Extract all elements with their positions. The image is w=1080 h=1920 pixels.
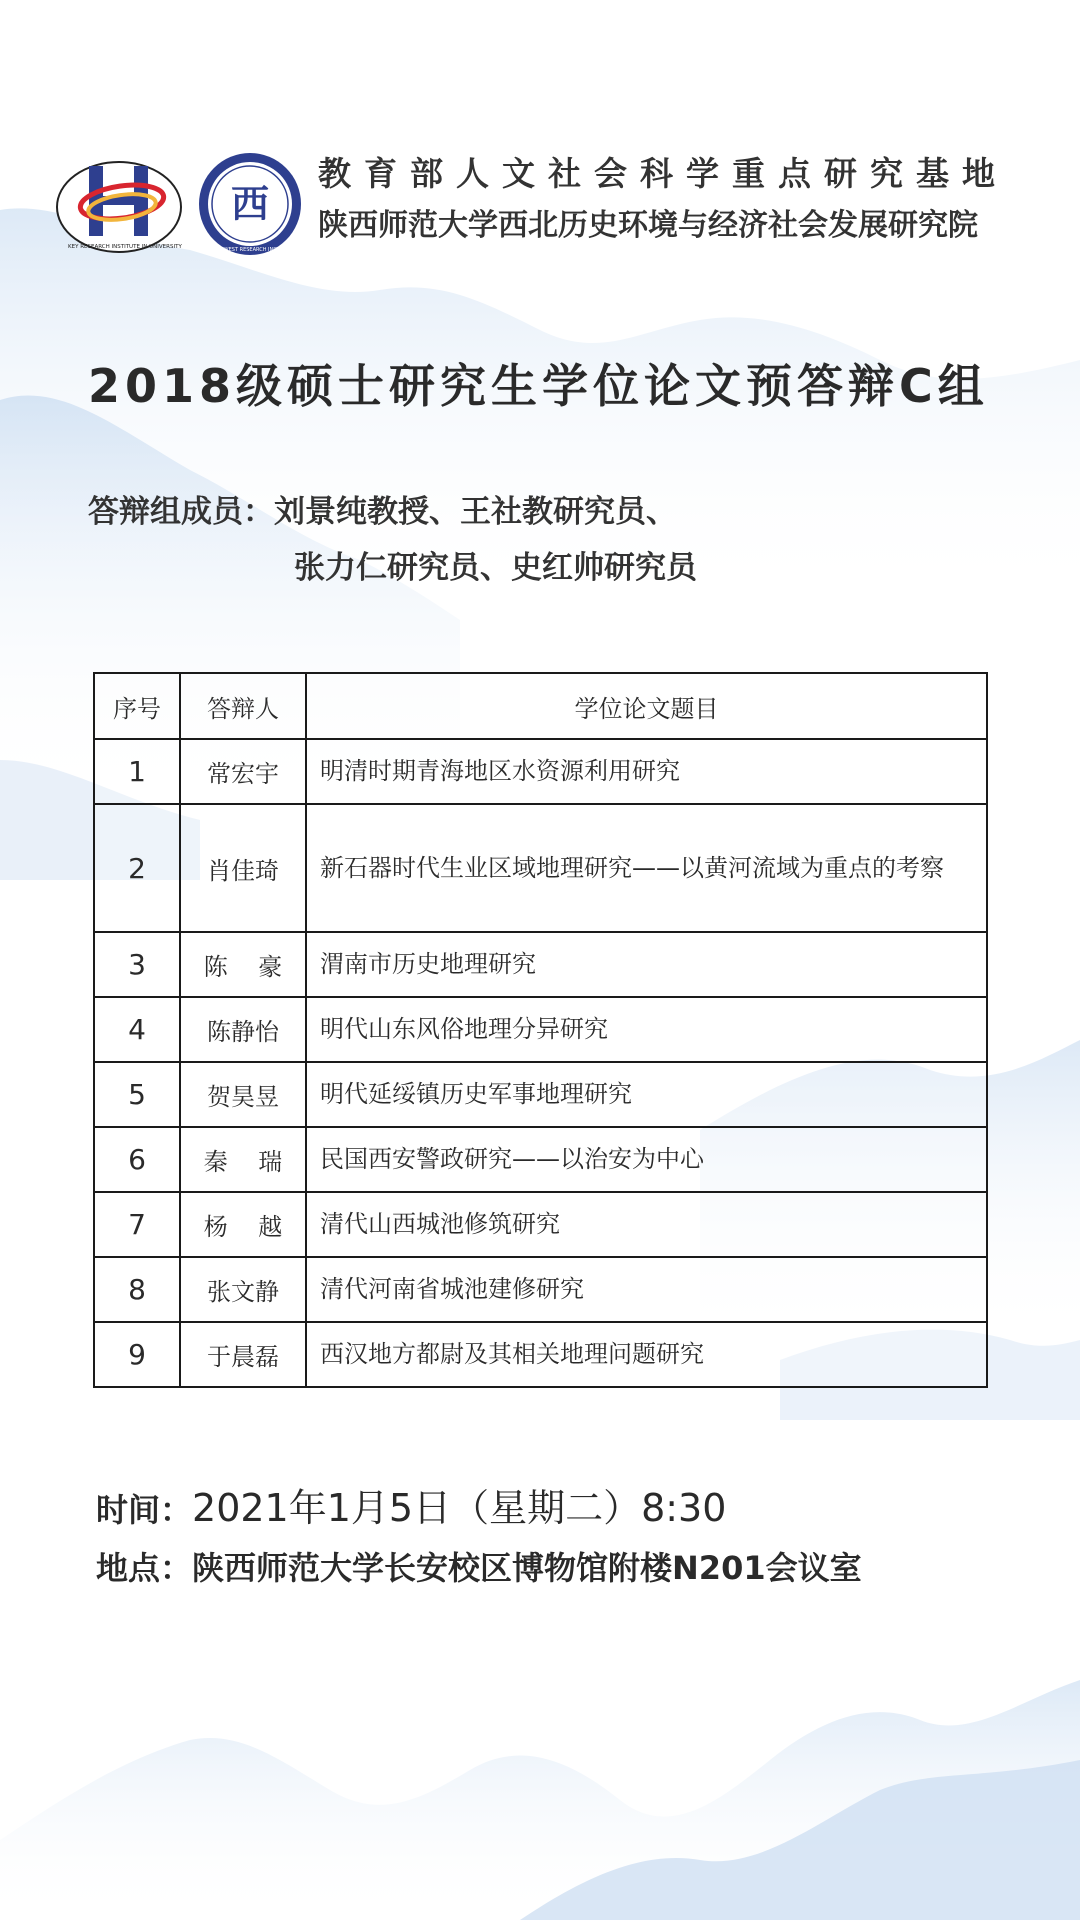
row-name: 秦 瑞 — [180, 1127, 306, 1192]
row-num: 4 — [94, 997, 180, 1062]
table-header-row — [94, 673, 987, 739]
institution-header — [318, 150, 1008, 250]
row-topic: 清代河南省城池建修研究 — [306, 1257, 987, 1322]
members-label: 答辩组成员： — [88, 494, 274, 530]
header-line-2: 陕西师范大学西北历史环境与经济社会发展研究院 — [318, 208, 978, 243]
row-topic: 民国西安警政研究——以治安为中心 — [306, 1127, 987, 1192]
table-row — [94, 1322, 987, 1387]
row-num: 8 — [94, 1257, 180, 1322]
row-topic: 清代山西城池修筑研究 — [306, 1192, 987, 1257]
logo1-caption: KEY RESEARCH INSTITUTE IN UNIVERSITY — [68, 244, 182, 250]
row-num: 5 — [94, 1062, 180, 1127]
members-line-1: 刘景纯教授、王社教研究员、 — [274, 494, 677, 530]
thesis-table — [93, 672, 988, 1388]
committee-members — [88, 484, 697, 596]
place-value: 陕西师范大学长安校区博物馆附楼N201会议室 — [192, 1549, 862, 1587]
time-line — [96, 1480, 862, 1538]
time-value: 2021年1月5日（星期二）8:30 — [192, 1486, 727, 1530]
table-row — [94, 1062, 987, 1127]
event-info — [96, 1480, 862, 1596]
time-label: 时间： — [96, 1491, 193, 1529]
page-title: 2018级硕士研究生学位论文预答辩C组 — [88, 359, 989, 413]
row-num: 3 — [94, 932, 180, 997]
row-name: 陈静怡 — [180, 997, 306, 1062]
table-row — [94, 997, 987, 1062]
header-line-1: 教育部人文社会科学重点研究基地 — [318, 154, 1008, 193]
row-name: 贺昊昱 — [180, 1062, 306, 1127]
row-num: 2 — [94, 804, 180, 932]
row-name: 陈 豪 — [180, 932, 306, 997]
table-row — [94, 932, 987, 997]
logo2-caption: NORTHWEST RESEARCH INSTITUTE — [206, 247, 294, 253]
table-row — [94, 1192, 987, 1257]
row-name: 杨 越 — [180, 1192, 306, 1257]
row-topic: 新石器时代生业区域地理研究——以黄河流域为重点的考察 — [306, 804, 987, 932]
table-row — [94, 1257, 987, 1322]
row-num: 9 — [94, 1322, 180, 1387]
header-name: 答辩人 — [180, 673, 306, 739]
northwest-institute-seal-logo — [196, 150, 304, 258]
row-name: 常宏宇 — [180, 739, 306, 804]
place-line — [96, 1538, 862, 1596]
row-topic: 明代延绥镇历史军事地理研究 — [306, 1062, 987, 1127]
table-row — [94, 804, 987, 932]
place-label: 地点： — [96, 1549, 193, 1587]
header-num: 序号 — [94, 673, 180, 739]
header-topic: 学位论文题目 — [306, 673, 987, 739]
row-num: 1 — [94, 739, 180, 804]
row-name: 张文静 — [180, 1257, 306, 1322]
row-num: 6 — [94, 1127, 180, 1192]
row-num: 7 — [94, 1192, 180, 1257]
members-line-2: 张力仁研究员、史红帅研究员 — [294, 550, 697, 586]
row-topic: 明清时期青海地区水资源利用研究 — [306, 739, 987, 804]
row-topic: 渭南市历史地理研究 — [306, 932, 987, 997]
row-name: 肖佳琦 — [180, 804, 306, 932]
svg-text:西: 西 — [230, 181, 270, 226]
row-topic: 西汉地方都尉及其相关地理问题研究 — [306, 1322, 987, 1387]
key-research-institute-logo — [54, 152, 184, 258]
table-row — [94, 1127, 987, 1192]
row-topic: 明代山东风俗地理分异研究 — [306, 997, 987, 1062]
row-name: 于晨磊 — [180, 1322, 306, 1387]
table-row — [94, 739, 987, 804]
